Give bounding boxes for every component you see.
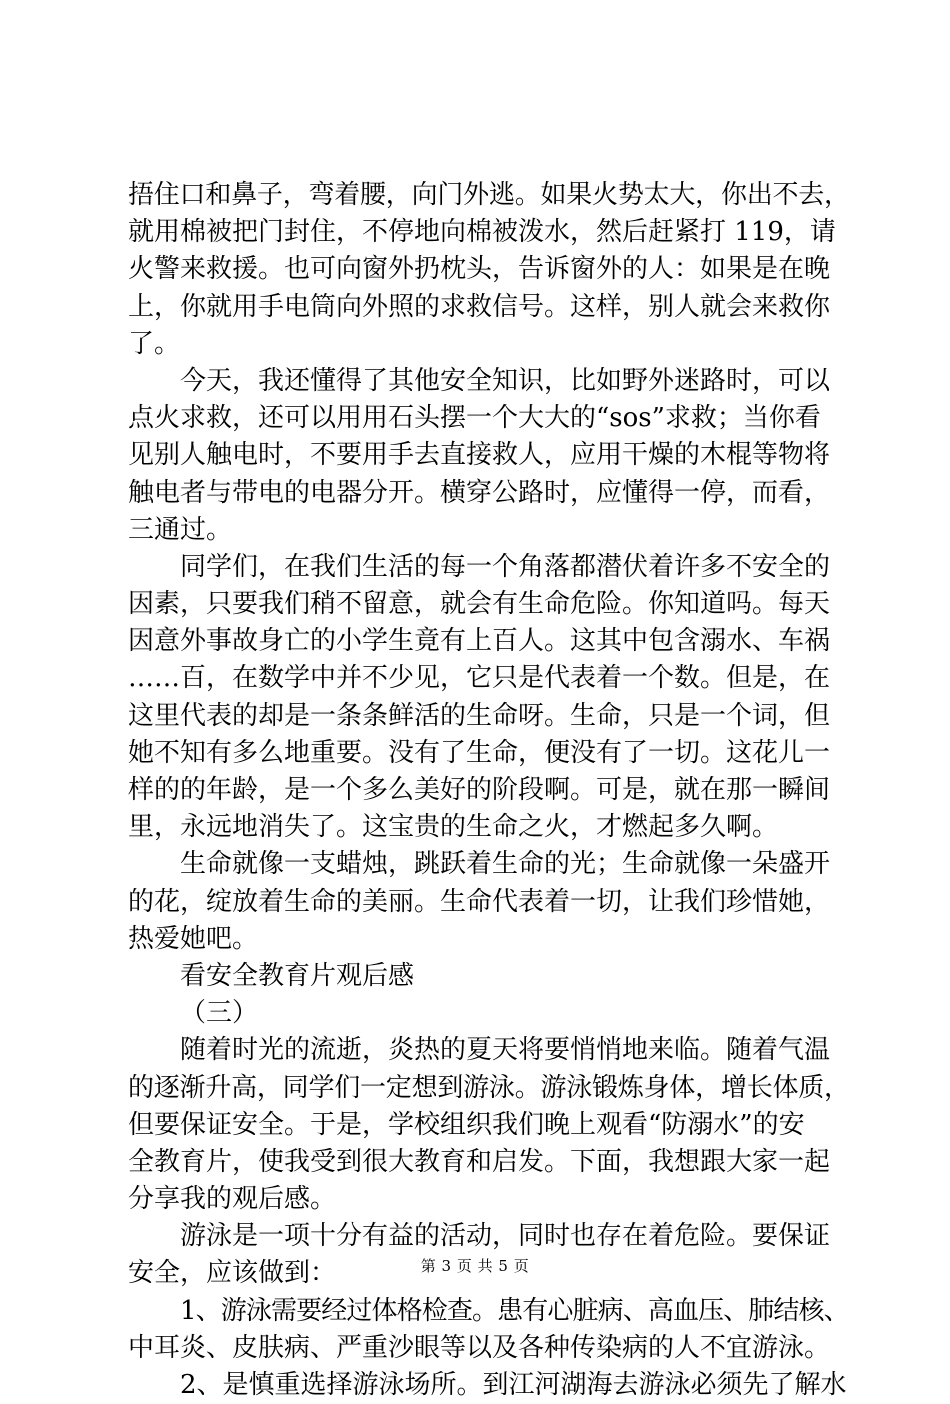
text-line: 热爱她吧。 bbox=[128, 923, 259, 954]
text-line: 就用棉被把门封住，不停地向棉被泼水，然后赶紧打 119，请 bbox=[128, 217, 836, 248]
text-line: 的花，绽放着生命的美丽。生命代表着一切，让我们珍惜她， bbox=[128, 886, 831, 917]
text-line: 同学们，在我们生活的每一个角落都潜伏着许多不安全的 bbox=[180, 551, 831, 582]
text-line: 今天，我还懂得了其他安全知识，比如野外迷路时，可以 bbox=[180, 365, 831, 396]
text-line: 生命就像一支蜡烛，跳跃着生命的光；生命就像一朵盛开 bbox=[180, 849, 831, 880]
text-line: 的逐渐升高，同学们一定想到游泳。游泳锻炼身体，增长体质， bbox=[128, 1072, 850, 1103]
document-body bbox=[128, 177, 850, 1404]
text-line: 了。 bbox=[128, 328, 181, 359]
text-line: 样的的年龄，是一个多么美好的阶段啊。可是，就在那一瞬间 bbox=[128, 775, 831, 805]
text-line: 看安全教育片观后感 bbox=[180, 960, 415, 991]
text-line: 上，你就用手电筒向外照的求救信号。这样，别人就会来救你 bbox=[128, 291, 831, 322]
text-line: 2、是慎重选择游泳场所。到江河湖海去游泳必须先了解水 bbox=[180, 1370, 847, 1400]
text-line: 火警来救援。也可向窗外扔枕头，告诉窗外的人：如果是在晚 bbox=[128, 254, 831, 285]
text-line: 但要保证安全。于是，学校组织我们晚上观看“防溺水”的安 bbox=[128, 1109, 805, 1140]
text-line: 安全，应该做到： bbox=[128, 1258, 337, 1289]
text-line: 她不知有多么地重要。没有了生命，便没有了一切。这花儿一 bbox=[128, 737, 831, 768]
text-line: 里，永远地消失了。这宝贵的生命之火，才燃起多久啊。 bbox=[128, 812, 779, 843]
text-line: 见别人触电时，不要用手去直接救人，应用干燥的木棍等物将 bbox=[128, 440, 831, 471]
text-line: 触电者与带电的电器分开。横穿公路时，应懂得一停，而看， bbox=[128, 477, 831, 508]
page-number-footer: 第 3 页 共 5 页 bbox=[420, 1257, 530, 1275]
text-line: 三通过。 bbox=[128, 514, 233, 545]
text-line: 点火求救，还可以用用石头摆一个大大的“sos”求救；当你看 bbox=[128, 403, 821, 434]
text-line: （三） bbox=[180, 998, 259, 1029]
text-line: ……百，在数学中并不少见，它只是代表着一个数。但是，在 bbox=[128, 663, 831, 694]
text-line: 这里代表的却是一条条鲜活的生命呀。生命，只是一个词，但 bbox=[128, 700, 831, 731]
text-line: 游泳是一项十分有益的活动，同时也存在着危险。要保证 bbox=[180, 1221, 831, 1252]
text-line: 因素，只要我们稍不留意，就会有生命危险。你知道吗。每天 bbox=[128, 589, 831, 620]
text-line: 因意外事故身亡的小学生竟有上百人。这其中包含溺水、车祸 bbox=[128, 626, 831, 657]
text-line: 随着时光的流逝，炎热的夏天将要悄悄地来临。随着气温 bbox=[180, 1035, 831, 1066]
text-line: 全教育片，使我受到很大教育和启发。下面，我想跟大家一起 bbox=[128, 1146, 831, 1177]
text-line: 中耳炎、皮肤病、严重沙眼等以及各种传染病的人不宜游泳。 bbox=[128, 1332, 831, 1363]
text-line: 分享我的观后感。 bbox=[128, 1184, 337, 1215]
text-line: 捂住口和鼻子，弯着腰，向门外逃。如果火势太大，你出不去， bbox=[128, 180, 850, 210]
text-line: 1、游泳需要经过体格检查。患有心脏病、高血压、肺结核、 bbox=[180, 1295, 849, 1326]
